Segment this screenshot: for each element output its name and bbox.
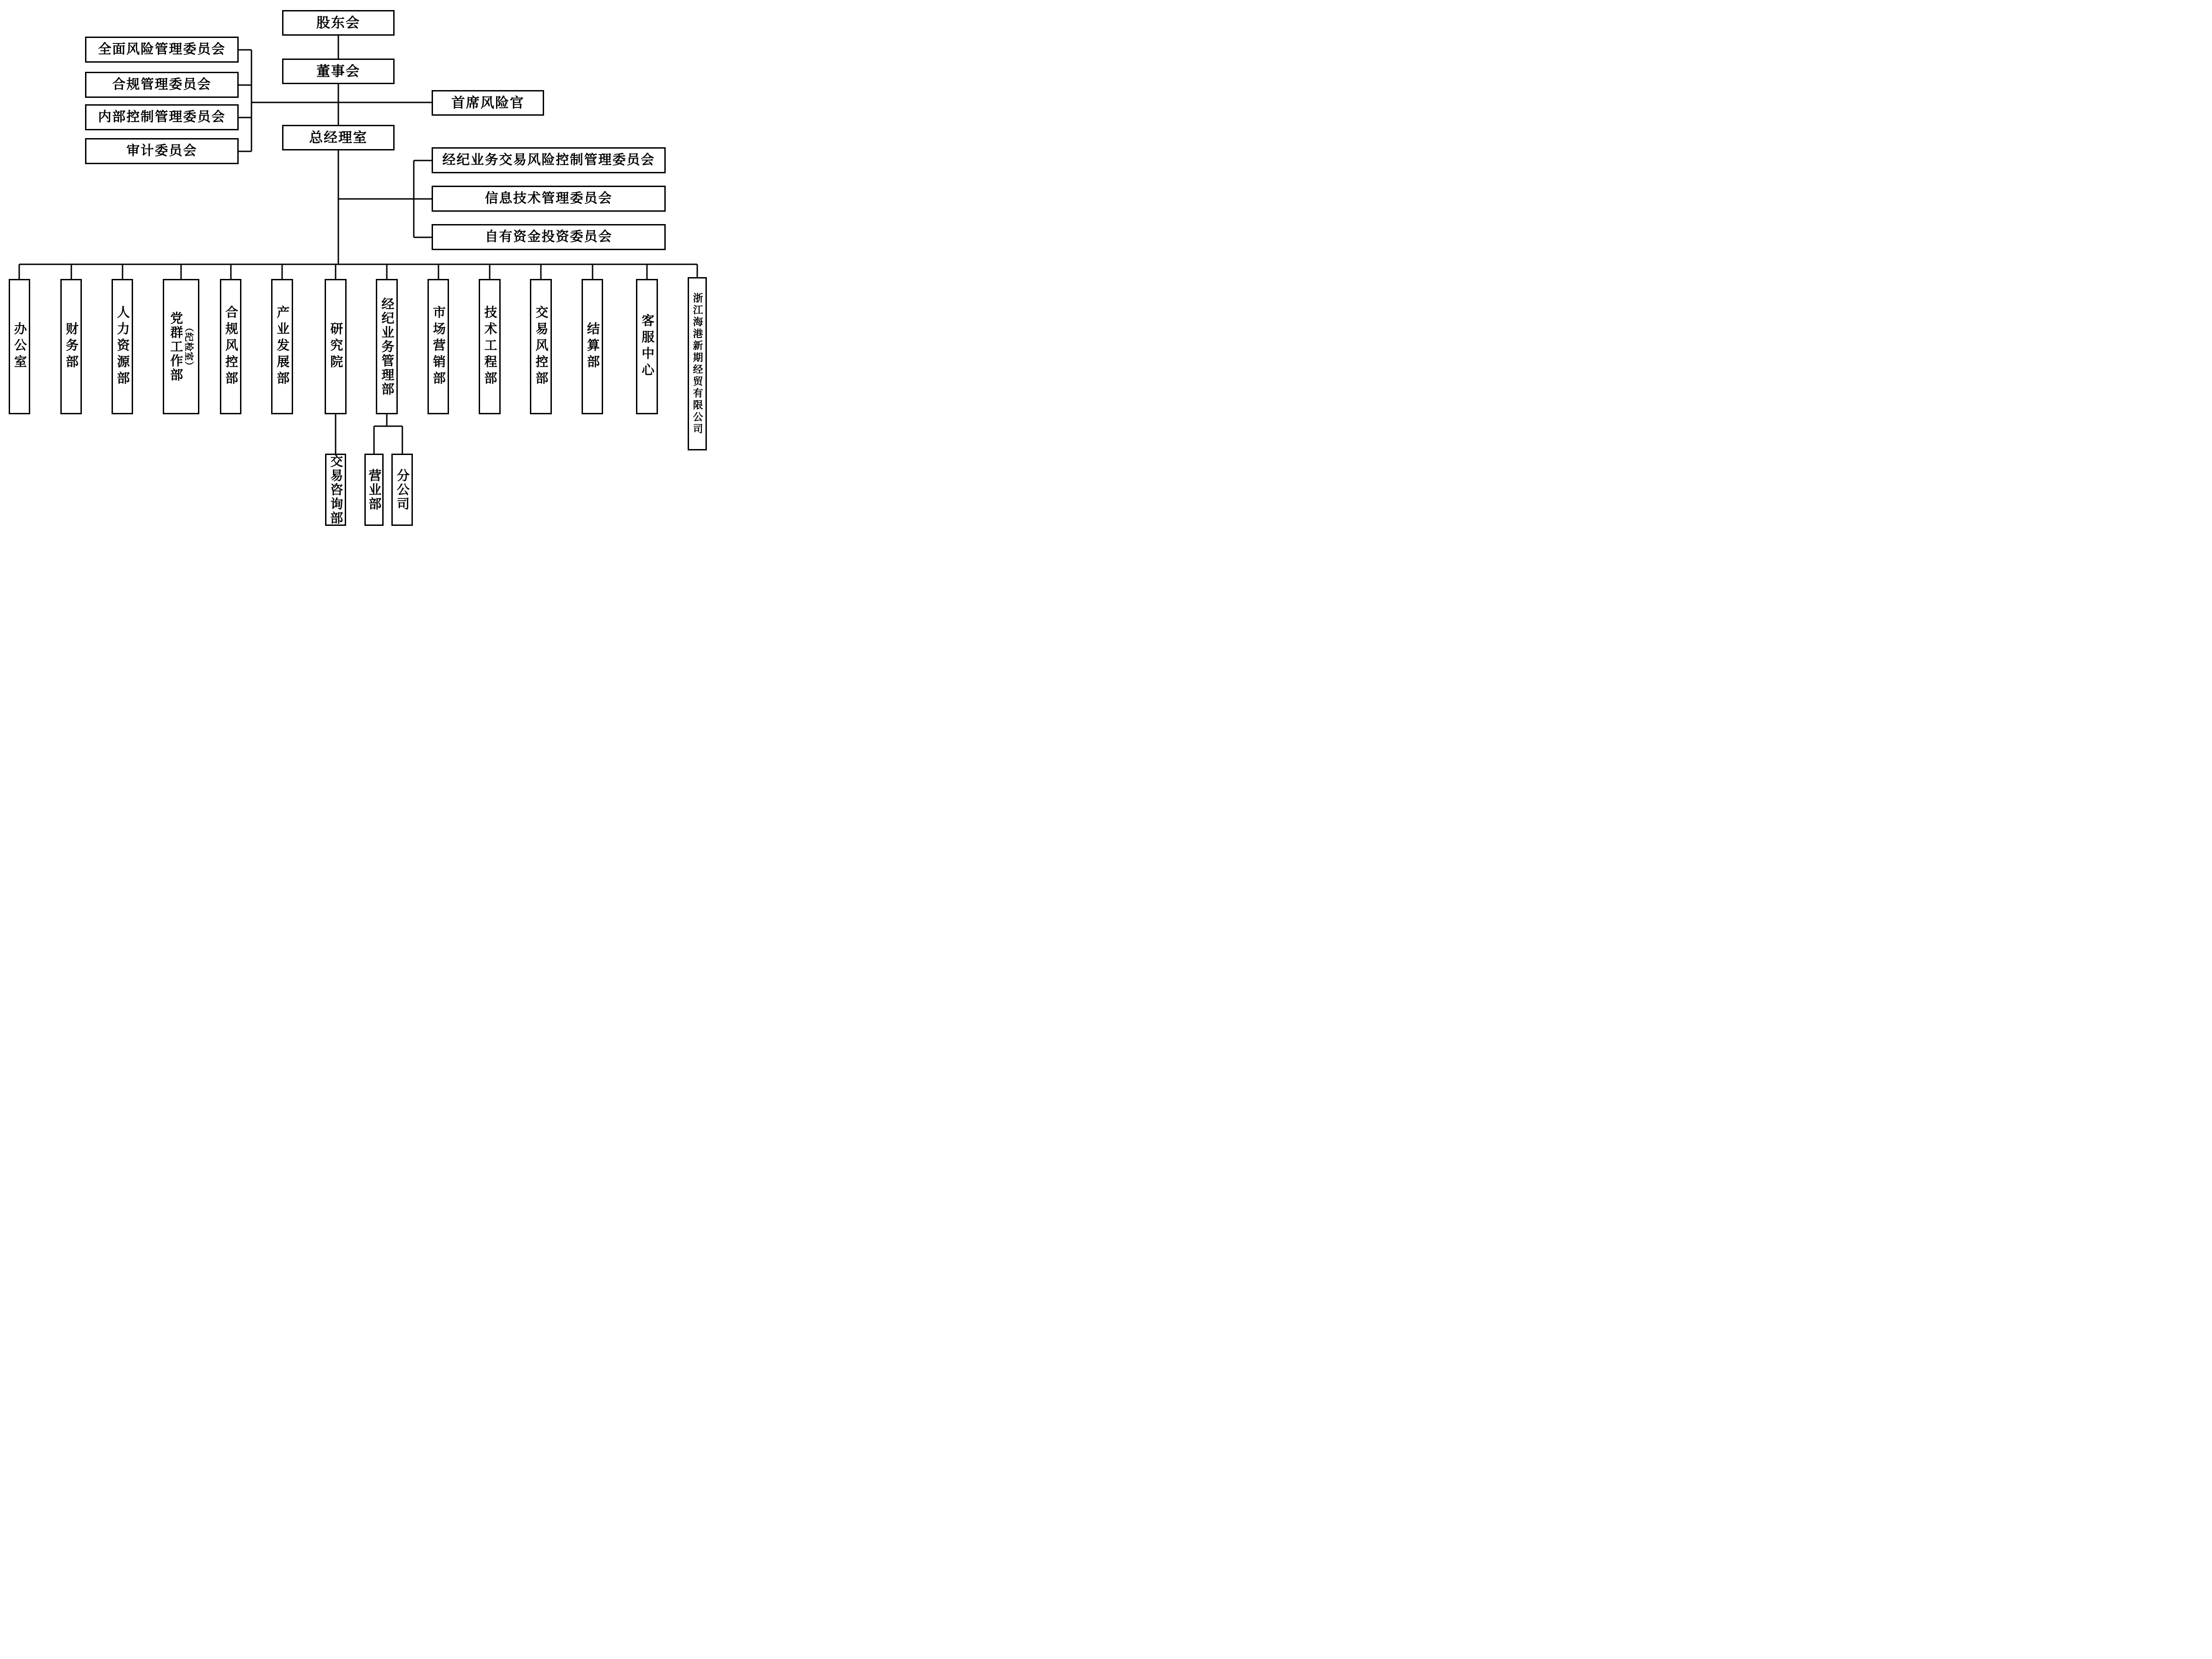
- node-brokerage-trading-risk-committee: 经纪业务交易风险控制管理委员会: [432, 147, 666, 173]
- dept-label: 办公室: [12, 322, 27, 371]
- dept-label: 技术工程部: [483, 305, 497, 388]
- node-dept-party-mass-work: [163, 279, 199, 414]
- dept-label: 党群工作部: [169, 311, 183, 382]
- node-general-manager-office: 总经理室: [282, 125, 395, 150]
- node-dept-settlement: [582, 279, 603, 414]
- dept-label: 营业部: [367, 468, 382, 511]
- node-subsidiary-zhejiang-haigang-xinqi-trading: [688, 277, 707, 450]
- dept-label: 产业发展部: [275, 305, 290, 388]
- dept-label: 交易咨询部: [329, 454, 343, 525]
- dept-label: 分公司: [395, 468, 410, 511]
- node-dept-compliance-risk-control: [220, 279, 241, 414]
- node-dept-trading-risk-control: [530, 279, 552, 414]
- node-board-of-directors: 董事会: [282, 59, 395, 84]
- dept-label: 市场营销部: [431, 305, 446, 388]
- node-audit-committee: 审计委员会: [85, 138, 239, 164]
- node-chief-risk-officer: 首席风险官: [432, 90, 544, 116]
- node-it-management-committee: 信息技术管理委员会: [432, 186, 666, 212]
- node-sub-sales-department: [364, 454, 384, 526]
- node-sub-branch-company: [391, 454, 413, 526]
- node-dept-customer-service-center: [636, 279, 658, 414]
- node-dept-industry-development: [271, 279, 293, 414]
- node-dept-finance: [60, 279, 82, 414]
- node-shareholders-meeting: 股东会: [282, 10, 395, 36]
- dept-label: 经纪业务管理部: [380, 297, 395, 396]
- node-dept-marketing: [427, 279, 449, 414]
- node-dept-general-office: [9, 279, 30, 414]
- org-chart: [0, 0, 713, 535]
- node-dept-human-resources: [112, 279, 133, 414]
- dept-label: 交易风控部: [534, 305, 549, 388]
- dept-label: 研究院: [329, 322, 343, 371]
- node-sub-trading-consulting: [325, 454, 346, 526]
- node-dept-technology-engineering: [479, 279, 501, 414]
- dept-label: 合规风控部: [224, 305, 238, 388]
- dept-label: 结算部: [585, 322, 600, 371]
- dept-label: 人力资源部: [115, 305, 130, 388]
- node-compliance-committee: 合规管理委员会: [85, 72, 239, 98]
- node-dept-brokerage-business-management: [376, 279, 398, 414]
- dept-annotation-discipline-inspection: （纪检室）: [183, 322, 194, 371]
- dept-label: 财务部: [64, 322, 79, 371]
- node-internal-control-committee: 内部控制管理委员会: [85, 104, 239, 130]
- node-dept-research-institute: [325, 279, 347, 414]
- node-proprietary-fund-investment-committee: 自有资金投资委员会: [432, 224, 666, 250]
- dept-label: 浙江海港新期经贸有限公司: [692, 292, 704, 435]
- dept-label: 客服中心: [640, 314, 655, 380]
- node-comprehensive-risk-committee: 全面风险管理委员会: [85, 37, 239, 63]
